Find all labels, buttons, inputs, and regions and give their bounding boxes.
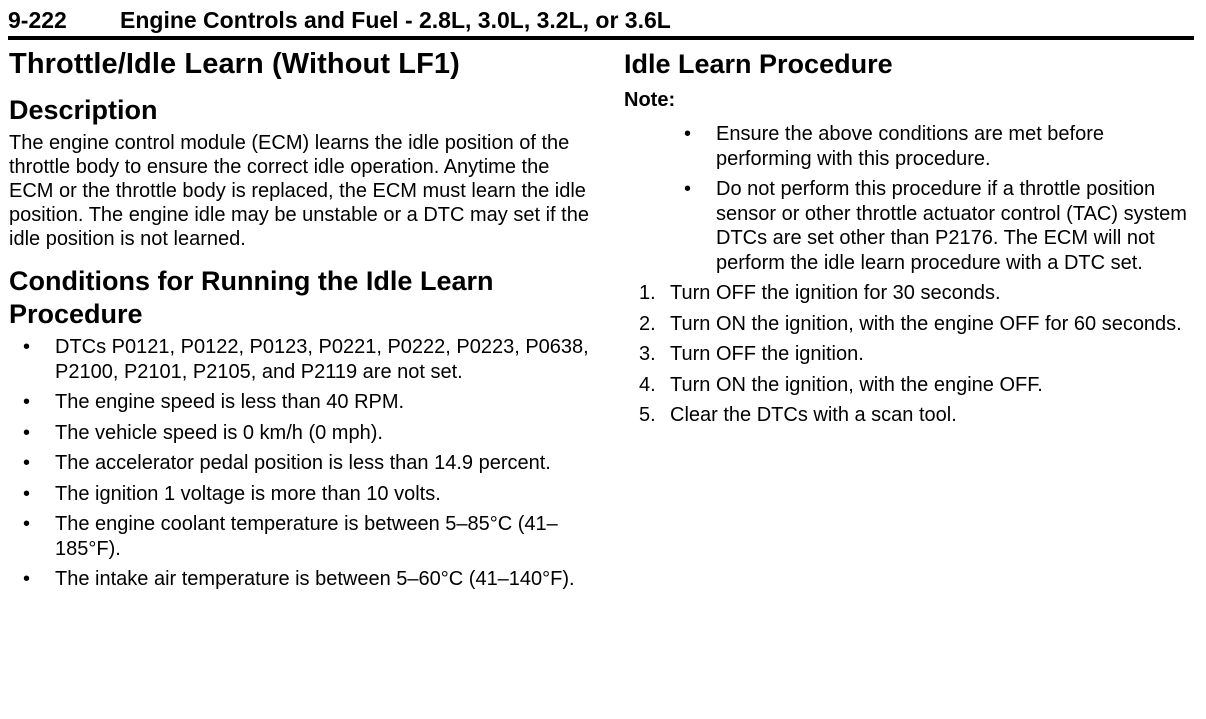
note-text: Do not perform this procedure if a throttle position sensor or other throttle actuator control (TAC) system DTCs are set other than P2176. The ECM will not perform the idle learn procedure with a DTC set. [716, 178, 1187, 274]
step-text: Clear the DTCs with a scan tool. [670, 404, 957, 426]
list-item [9, 512, 599, 561]
page-header [8, 4, 1194, 40]
list-item [9, 451, 599, 476]
condition-text: The vehicle speed is 0 km/h (0 mph). [55, 421, 383, 444]
condition-text: The engine speed is less than 40 RPM. [55, 391, 405, 413]
step-item [624, 281, 1199, 306]
note-list [624, 122, 1199, 275]
bullet-icon: • [23, 568, 31, 590]
step-item [624, 403, 1199, 428]
bullet-icon: • [23, 452, 31, 474]
bullet-icon: • [684, 178, 692, 200]
bullet-icon: • [23, 513, 31, 535]
list-item [9, 421, 599, 446]
step-item [624, 373, 1199, 398]
description-text: The engine control module (ECM) learns the idle position of the throttle body to ensure the correct idle operation. Anytime the ECM or the throttle body is replaced, the ECM must learn the idle position. The engine idle may be unstable or a DTC may set if the idle position is not learned. [9, 132, 589, 250]
condition-text: The intake air temperature is between 5–60°C (41–140°F). [55, 568, 575, 590]
step-number: 1. [639, 282, 656, 304]
list-item [624, 177, 1199, 275]
left-column [9, 46, 599, 598]
list-item [9, 567, 599, 592]
step-number: 5. [639, 404, 656, 426]
condition-text: The accelerator pedal position is less than 14.9 percent. [55, 452, 551, 474]
step-text: Turn ON the ignition, with the engine OFF. [670, 373, 1043, 396]
step-text: Turn OFF the ignition for 30 seconds. [670, 282, 1001, 304]
right-column [624, 46, 1199, 434]
step-text: Turn OFF the ignition. [670, 343, 864, 365]
conditions-list [9, 335, 599, 592]
list-item [9, 482, 599, 507]
condition-text: DTCs P0121, P0122, P0123, P0221, P0222, P0223, P0638, P2100, P2101, P2105, and P2119 are not set. [55, 336, 589, 383]
condition-text: The engine coolant temperature is between 5–85°C (41–185°F). [55, 513, 558, 560]
procedure-steps [624, 281, 1199, 428]
list-item [9, 335, 599, 384]
note-text: Ensure the above conditions are met before performing with this procedure. [716, 123, 1105, 170]
main-title: Throttle/Idle Learn (Without LF1) [9, 48, 460, 80]
page-number: 9-222 [8, 7, 67, 33]
list-item [624, 122, 1199, 171]
condition-text: The ignition 1 voltage is more than 10 volts. [55, 482, 441, 505]
note-label: Note: [624, 89, 676, 111]
conditions-heading: Conditions for Running the Idle Learn Procedure [9, 266, 494, 329]
bullet-icon: • [23, 391, 31, 413]
bullet-icon: • [684, 123, 692, 145]
step-item [624, 342, 1199, 367]
list-item [9, 390, 599, 415]
description-heading: Description [9, 95, 158, 125]
step-number: 2. [639, 312, 656, 335]
bullet-icon: • [23, 336, 31, 358]
step-number: 4. [639, 373, 656, 396]
bullet-icon: • [23, 482, 31, 505]
bullet-icon: • [23, 421, 31, 444]
step-text: Turn ON the ignition, with the engine OFF for 60 seconds. [670, 312, 1182, 335]
step-item [624, 312, 1199, 337]
idle-learn-heading: Idle Learn Procedure [624, 49, 893, 79]
step-number: 3. [639, 343, 656, 365]
chapter-title: Engine Controls and Fuel - 2.8L, 3.0L, 3.2L, or 3.6L [120, 7, 671, 33]
